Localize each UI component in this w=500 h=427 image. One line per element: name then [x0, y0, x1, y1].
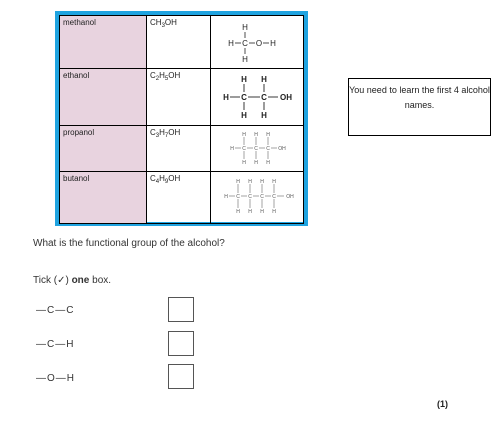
propanol-structure-diagram: [214, 128, 304, 168]
atom-label: C: [248, 194, 252, 200]
alcohol-formula: $C_4H_9OH$: [147, 172, 211, 224]
atom-label: H: [254, 160, 258, 166]
atom-label: C: [272, 194, 276, 200]
atom-label: C: [236, 194, 240, 200]
structure-methanol: [211, 16, 304, 69]
atom-label: C: [242, 146, 246, 152]
atom-label: H: [241, 75, 247, 84]
atom-label: O: [255, 39, 263, 48]
structure-ethanol: [211, 69, 304, 126]
atom-label: H: [260, 179, 264, 185]
atom-label: H: [236, 179, 240, 185]
atom-label: H: [254, 132, 258, 138]
option-label-c-h: —C—H: [36, 339, 75, 350]
alcohol-name: butanol: [60, 172, 147, 224]
option-label-o-h: —O—H: [36, 373, 75, 384]
atom-label: H: [223, 93, 229, 102]
alcohol-name: propanol: [60, 126, 147, 172]
atom-label: H: [266, 160, 270, 166]
structure-propanol: [211, 126, 304, 172]
alcohol-name: methanol: [60, 16, 147, 69]
checkbox-c-c[interactable]: [168, 297, 194, 322]
check-mark-icon: ✓: [57, 275, 66, 286]
table-row: [60, 126, 304, 172]
table-row: [60, 172, 304, 224]
atom-label: C: [242, 39, 248, 48]
option-label-c-c: —C—C: [36, 305, 75, 316]
alcohol-formula: $C_3H_7OH$: [147, 126, 211, 172]
checkbox-c-h[interactable]: [168, 331, 194, 356]
alcohol-table: [59, 15, 304, 224]
atom-label: H: [236, 209, 240, 215]
atom-label: C: [241, 93, 247, 102]
atom-label: H: [248, 179, 252, 185]
alcohol-formula: $CH_3OH$: [147, 16, 211, 69]
atom-label: H: [241, 111, 247, 120]
instruction-text: Tick (✓) one box.: [33, 275, 112, 286]
atom-label: C: [266, 146, 270, 152]
atom-label: OH: [286, 194, 294, 200]
atom-label: H: [242, 132, 246, 138]
atom-label: H: [261, 75, 267, 84]
marks-label: (1): [437, 399, 448, 409]
atom-label: H: [260, 209, 264, 215]
alcohol-name: ethanol: [60, 69, 147, 126]
atom-label: H: [242, 55, 248, 64]
note-box: You need to learn the first 4 alcohol names.: [348, 78, 491, 136]
atom-label: H: [230, 146, 234, 152]
atom-label: H: [242, 160, 246, 166]
atom-label: H: [261, 111, 267, 120]
butanol-structure-diagram: [214, 174, 308, 218]
methanol-structure-diagram: [217, 18, 297, 66]
alcohol-formula: $C_2H_5OH$: [147, 69, 211, 126]
table-row: [60, 16, 304, 69]
atom-label: C: [261, 93, 267, 102]
ethanol-structure-diagram: [214, 71, 304, 123]
atom-label: OH: [278, 146, 286, 152]
atom-label: H: [228, 39, 234, 48]
atom-label: H: [224, 194, 228, 200]
table-row: [60, 69, 304, 126]
atom-label: H: [248, 209, 252, 215]
structure-butanol: [211, 172, 304, 224]
atom-label: C: [260, 194, 264, 200]
alcohol-table-frame: [55, 11, 308, 226]
question-text: What is the functional group of the alcohol?: [33, 238, 225, 249]
atom-label: H: [270, 39, 276, 48]
checkbox-o-h[interactable]: [168, 364, 194, 389]
atom-label: C: [254, 146, 258, 152]
atom-label: H: [242, 23, 248, 32]
atom-label: OH: [280, 93, 292, 102]
atom-label: H: [272, 209, 276, 215]
atom-label: H: [266, 132, 270, 138]
atom-label: H: [272, 179, 276, 185]
